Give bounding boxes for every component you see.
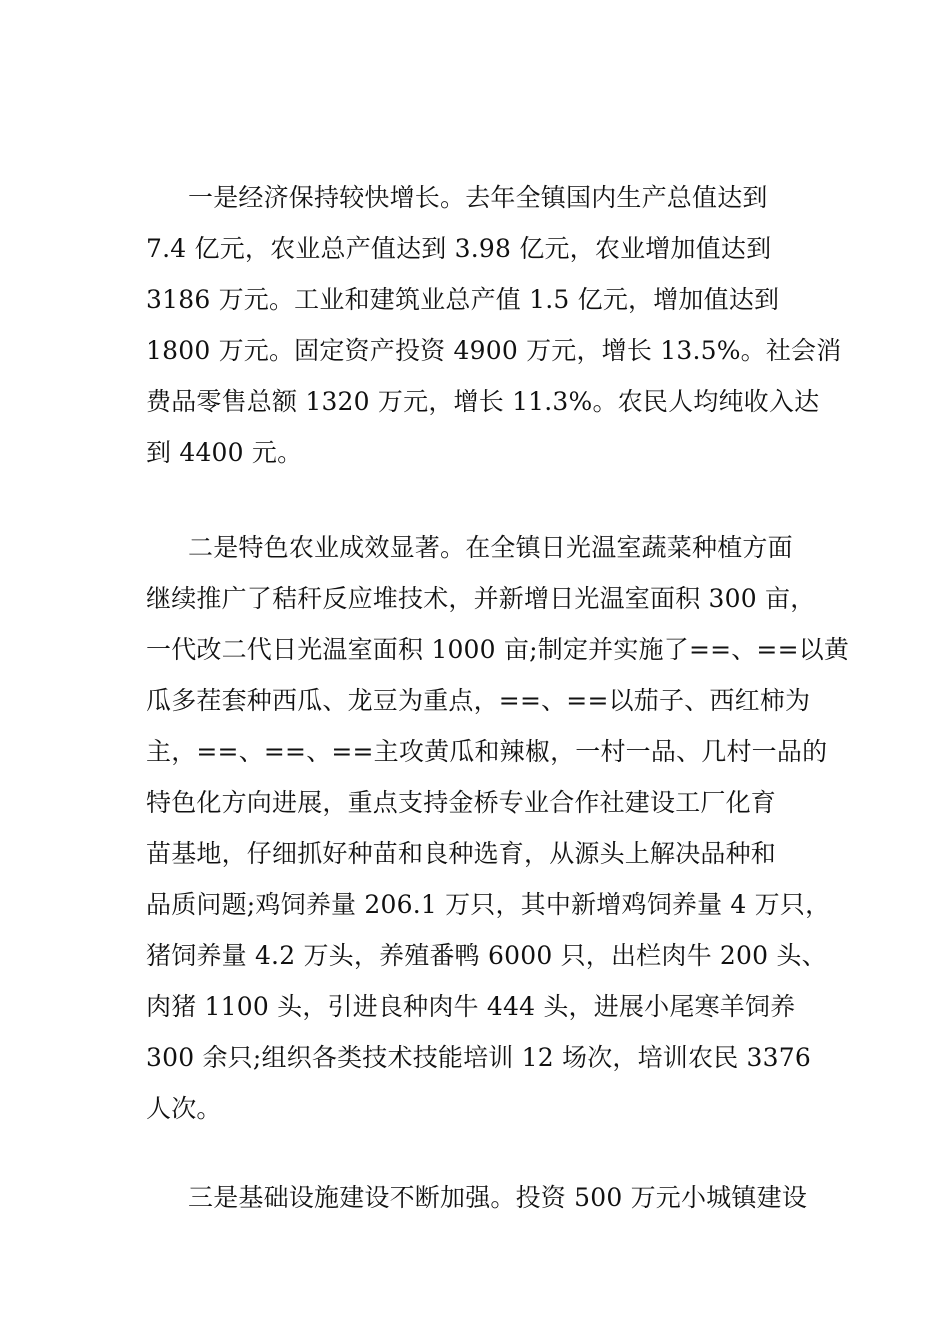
text-line: 继续推广了秸秆反应堆技术，并新增日光温室面积 300 亩， <box>146 584 816 613</box>
text-line: 费品零售总额 1320 万元，增长 11.3%。农民人均纯收入达 <box>146 387 820 416</box>
paragraph-agriculture <box>146 522 850 1134</box>
text-line: 主，==、==、==主攻黄瓜和辣椒，一村一品、几村一品的 <box>146 737 828 766</box>
text-line: 3186 万元。工业和建筑业总产值 1.5 亿元，增加值达到 <box>146 285 780 314</box>
text-line: 1800 万元。固定资产投资 4900 万元，增长 13.5%。社会消 <box>146 336 842 365</box>
paragraph-economy <box>146 172 842 478</box>
text-line: 品质问题;鸡饲养量 206.1 万只，其中新增鸡饲养量 4 万只， <box>146 890 831 919</box>
text-line: 苗基地，仔细抓好种苗和良种选育，从源头上解决品种和 <box>146 839 777 868</box>
text-line: 肉猪 1100 头，引进良种肉牛 444 头，进展小尾寒羊饲养 <box>146 992 796 1021</box>
text-line: 一是经济保持较快增长。去年全镇国内生产总值达到 <box>188 183 768 212</box>
text-line: 三是基础设施建设不断加强。投资 500 万元小城镇建设 <box>188 1183 808 1212</box>
text-line: 瓜多茬套种西瓜、龙豆为重点，==、==以茄子、西红柿为 <box>146 686 811 715</box>
text-line: 到 4400 元。 <box>146 438 303 467</box>
text-line: 一代改二代日光温室面积 1000 亩;制定并实施了==、==以黄 <box>146 635 850 664</box>
text-line: 特色化方向进展，重点支持金桥专业合作社建设工厂化育 <box>146 788 777 817</box>
paragraph-infrastructure <box>146 1172 826 1223</box>
text-line: 7.4 亿元，农业总产值达到 3.98 亿元，农业增加值达到 <box>146 234 772 263</box>
text-line: 二是特色农业成效显著。在全镇日光温室蔬菜种植方面 <box>188 533 793 562</box>
text-line: 人次。 <box>146 1094 222 1123</box>
text-line: 300 余只;组织各类技术技能培训 12 场次，培训农民 3376 <box>146 1043 811 1072</box>
text-line: 猪饲养量 4.2 万头，养殖番鸭 6000 只，出栏肉牛 200 头、 <box>146 941 827 970</box>
